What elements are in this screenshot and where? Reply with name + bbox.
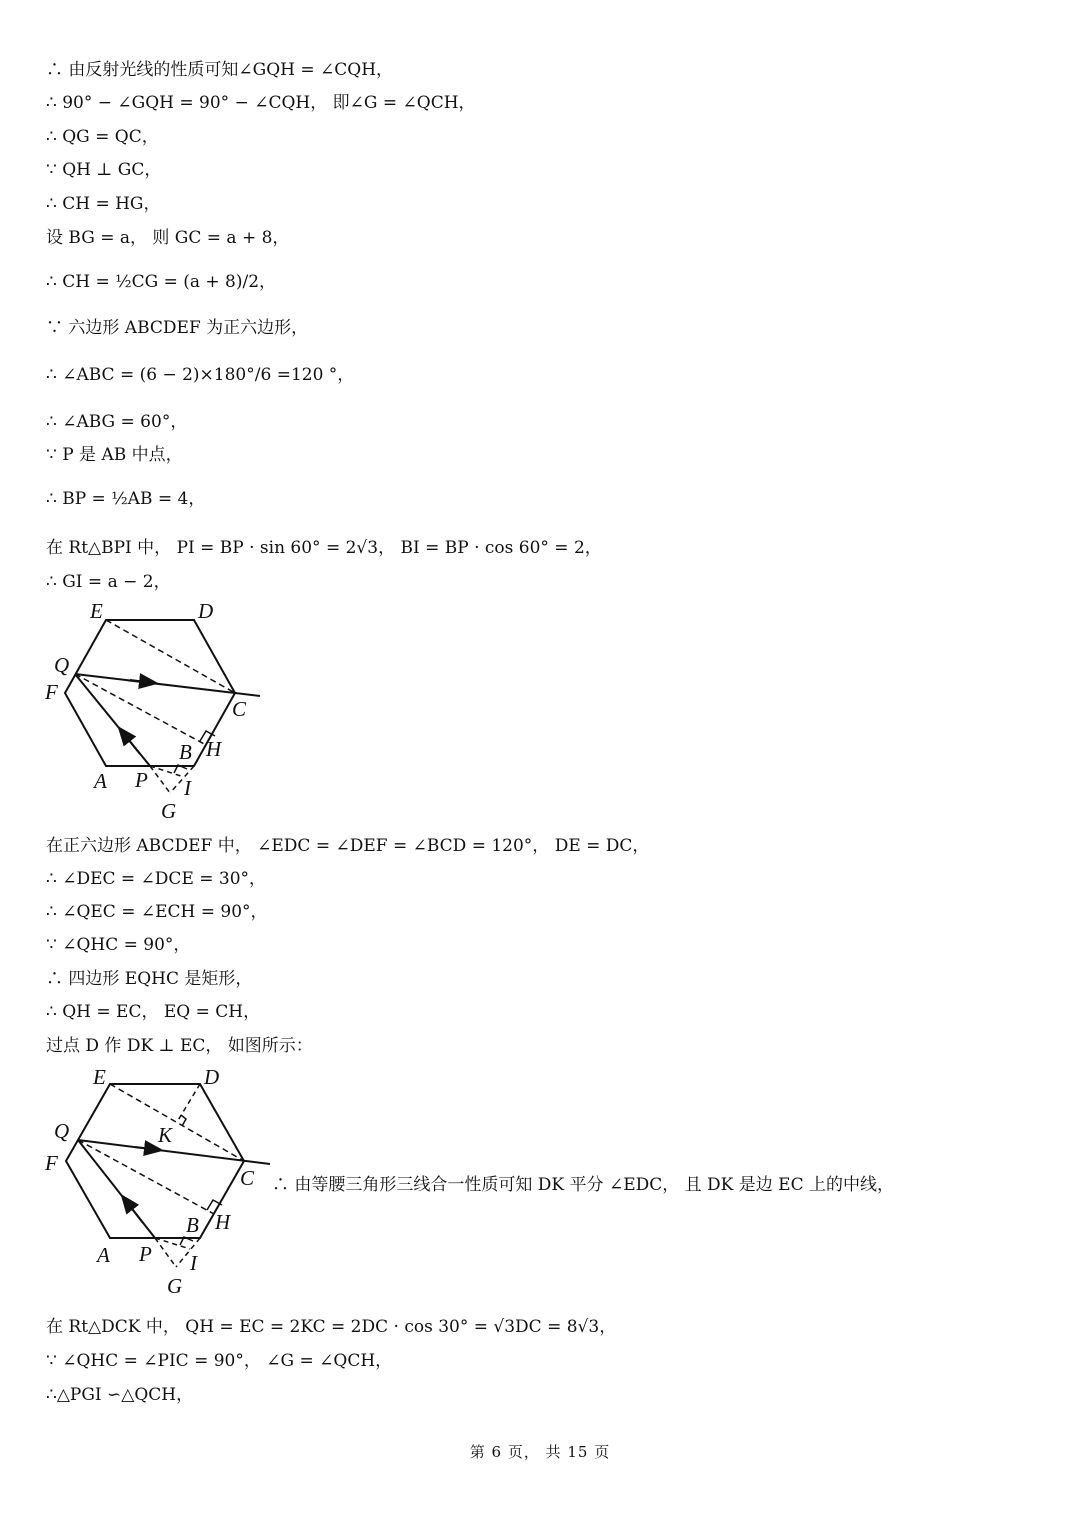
reflected-ray (78, 1140, 270, 1164)
solution-line-7: ∴ CH = ½CG = (a + 8)/2， (46, 272, 277, 292)
label-C: C (232, 697, 247, 721)
label-G: G (167, 1274, 183, 1297)
incident-ray-arrow (120, 729, 140, 754)
solution-line-6: 设 BG = a， 则 GC = a + 8， (46, 228, 290, 248)
incident-ray-arrow (123, 1197, 143, 1223)
label-C: C (240, 1166, 255, 1190)
solution-line-4: ∵ QH ⊥ GC， (46, 160, 162, 180)
label-F: F (45, 1151, 58, 1175)
label-H: H (215, 1210, 231, 1234)
hexagon-figure-2 (40, 1062, 280, 1297)
reflected-ray (75, 674, 260, 696)
page-footer: 第 6 页， 共 15 页 (469, 1443, 611, 1461)
label-I: I (190, 1251, 197, 1275)
solution-line-9: ∴ ∠ABC = (6 − 2)×180°/6 =120 °， (46, 365, 355, 385)
solution-line-13: 在 Rt△BPI 中， PI = BP · sin 60° = 2√3， BI = BP · cos 60° = 2， (46, 538, 602, 558)
solution-line-23: ∵ ∠QHC = ∠PIC = 90°， ∠G = ∠QCH， (46, 1351, 393, 1371)
solution-line-15: 在正六边形 ABCDEF 中， ∠EDC = ∠DEF = ∠BCD = 120°， DE = DC， (46, 836, 650, 856)
solution-line-8: ∵ 六边形 ABCDEF 为正六边形， (46, 318, 309, 338)
solution-line-21: 过点 D 作 DK ⊥ EC， 如图所示： (46, 1036, 313, 1056)
label-D: D (204, 1065, 220, 1089)
solution-line-18: ∵ ∠QHC = 90°， (46, 935, 191, 955)
hexagon-figure-1 (40, 598, 280, 828)
label-D: D (198, 599, 214, 623)
solution-line-17: ∴ ∠QEC = ∠ECH = 90°， (46, 902, 268, 922)
solution-line-10: ∴ ∠ABG = 60°， (46, 412, 188, 432)
right-angle-K (181, 1115, 186, 1126)
incident-ray (78, 1140, 155, 1238)
dashed-PI (150, 766, 184, 777)
solution-line-12: ∴ BP = ½AB = 4， (46, 489, 206, 509)
solution-line-1: ∴ 由反射光线的性质可知∠GQH = ∠CQH， (46, 60, 394, 80)
solution-line-14: ∴ GI = a − 2， (46, 572, 171, 592)
label-F: F (45, 680, 58, 704)
label-A: A (97, 1243, 110, 1267)
solution-line-3: ∴ QG = QC， (46, 127, 159, 147)
figure2-side-note: ∴ 由等腰三角形三线合一性质可知 DK 平分 ∠EDC， 且 DK 是边 EC 上的中线， (272, 1175, 895, 1195)
label-I: I (184, 776, 191, 800)
dashed-PG (155, 1238, 176, 1267)
solution-line-2: ∴ 90° − ∠GQH = 90° − ∠CQH， 即∠G = ∠QCH， (46, 93, 476, 113)
label-B: B (179, 740, 192, 764)
dashed-EC (110, 1084, 244, 1161)
label-A: A (94, 769, 107, 793)
label-Q: Q (54, 1119, 70, 1143)
label-E: E (93, 1065, 106, 1089)
solution-line-16: ∴ ∠DEC = ∠DCE = 30°， (46, 869, 267, 889)
label-E: E (90, 599, 103, 623)
label-Q: Q (54, 653, 70, 677)
solution-line-24: ∴△PGI ∽△QCH， (46, 1385, 194, 1405)
dashed-DK (177, 1084, 200, 1122)
dashed-EC (106, 620, 235, 693)
solution-line-19: ∴ 四边形 EQHC 是矩形， (46, 969, 253, 989)
label-K: K (158, 1123, 173, 1147)
label-H: H (206, 737, 222, 761)
label-B: B (186, 1213, 199, 1237)
solution-line-20: ∴ QH = EC， EQ = CH， (46, 1002, 261, 1022)
dashed-QH (78, 1140, 214, 1214)
label-G: G (161, 799, 177, 823)
solution-line-5: ∴ CH = HG， (46, 194, 161, 214)
dashed-QH (75, 674, 206, 745)
label-P: P (139, 1242, 152, 1266)
dashed-PI (155, 1238, 190, 1249)
solution-line-11: ∵ P 是 AB 中点， (46, 445, 183, 465)
solution-line-22: 在 Rt△DCK 中， QH = EC = 2KC = 2DC · cos 30° = √3DC = 8√3， (46, 1317, 617, 1337)
dashed-PG (150, 766, 170, 793)
label-P: P (135, 768, 148, 792)
